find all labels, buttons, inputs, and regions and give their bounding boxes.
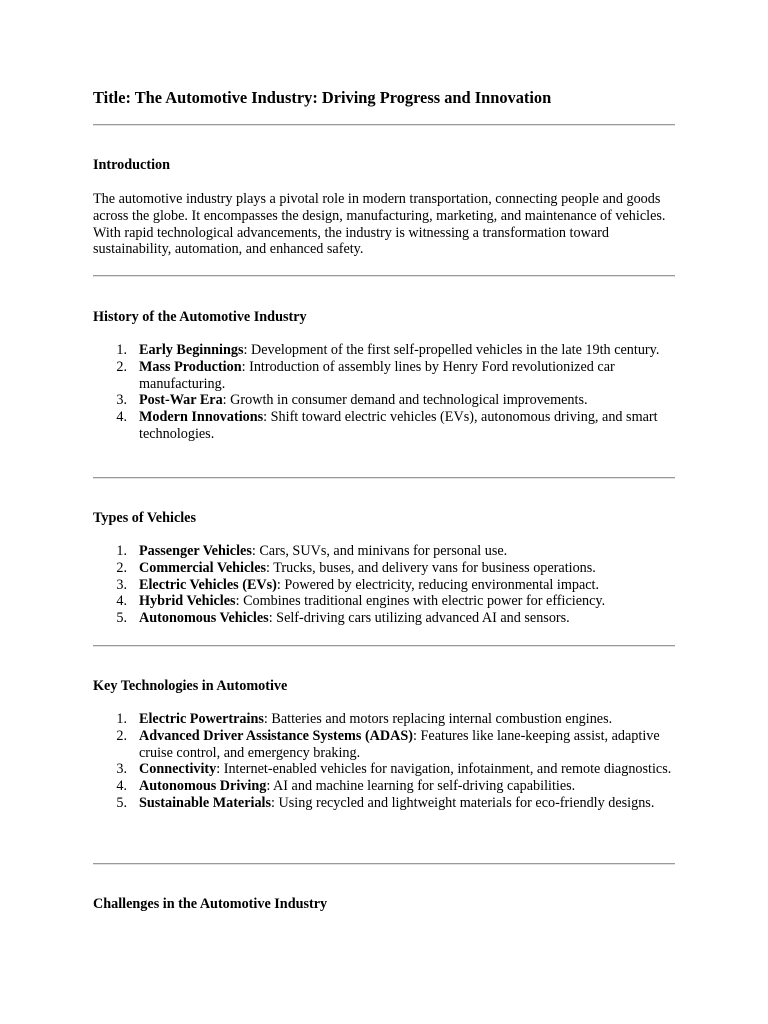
list-item-text: : Growth in consumer demand and technological improvements. — [222, 392, 588, 409]
list-item-term: Advanced Driver Assistance Systems (ADAS) — [139, 727, 414, 744]
list-item — [93, 560, 675, 577]
document-title: Title: The Automotive Industry: Driving Progress and Innovation — [93, 88, 552, 107]
list-item-text: : Introduction of assembly lines by Henry Ford revolutionized car manufacturing. — [139, 358, 615, 392]
list-item — [93, 409, 675, 443]
list-item — [93, 342, 675, 359]
list-item-text: : Combines traditional engines with electric power for efficiency. — [235, 593, 606, 610]
list-item — [93, 593, 675, 610]
list-item — [93, 543, 675, 560]
list-item-number: 2. — [116, 727, 127, 744]
list-item-number: 3. — [116, 761, 127, 778]
horizontal-rule — [93, 863, 675, 865]
list-item — [93, 359, 675, 393]
section-heading-introduction: Introduction — [93, 157, 170, 173]
types-list — [93, 543, 675, 627]
list-item-text: : AI and machine learning for self-driving capabilities. — [266, 778, 576, 795]
list-item-term: Post-War Era — [139, 392, 223, 409]
list-item-text: : Internet-enabled vehicles for navigation, infotainment, and remote diagnostics. — [216, 761, 672, 778]
list-item-term: Sustainable Materials — [139, 794, 272, 811]
list-item-number: 4. — [116, 593, 127, 610]
list-item — [93, 778, 675, 795]
list-item-term: Passenger Vehicles — [139, 543, 252, 559]
list-item-number: 1. — [116, 543, 127, 559]
list-item-text: : Powered by electricity, reducing environmental impact. — [276, 576, 600, 593]
horizontal-rule — [93, 477, 675, 479]
list-item-number: 2. — [116, 559, 127, 576]
list-item-number: 5. — [116, 610, 127, 627]
list-item-text: : Features like lane-keeping assist, adaptive cruise control, and emergency braking. — [139, 727, 660, 761]
list-item-term: Autonomous Driving — [139, 778, 267, 795]
list-item-number: 3. — [116, 576, 127, 593]
horizontal-rule — [93, 275, 675, 277]
history-list — [93, 342, 675, 443]
list-item-number: 2. — [116, 358, 127, 375]
list-item-term: Electric Vehicles (EVs) — [139, 576, 277, 593]
list-item-number: 5. — [116, 794, 127, 811]
list-item-number: 3. — [116, 392, 127, 409]
list-item — [93, 795, 675, 812]
list-item-text: : Shift toward electric vehicles (EVs), autonomous driving, and smart technologies. — [139, 409, 658, 442]
list-item-text: : Cars, SUVs, and minivans for personal use. — [251, 543, 508, 559]
list-item — [93, 392, 675, 409]
list-item-text: : Self-driving cars utilizing advanced AI and sensors. — [268, 610, 570, 627]
list-item-text: : Trucks, buses, and delivery vans for business operations. — [266, 559, 596, 576]
list-item — [93, 577, 675, 594]
list-item-term: Early Beginnings — [139, 342, 244, 358]
horizontal-rule — [93, 645, 675, 647]
section-heading-challenges: Challenges in the Automotive Industry — [93, 896, 328, 912]
list-item — [93, 711, 675, 728]
list-item-term: Mass Production — [139, 358, 242, 375]
list-item-number: 1. — [116, 711, 127, 727]
list-item — [93, 610, 675, 627]
list-item-term: Connectivity — [139, 761, 217, 778]
list-item-term: Autonomous Vehicles — [139, 610, 269, 627]
introduction-paragraph: The automotive industry plays a pivotal role in modern transportation, connecting people and goods across the globe. It encompasses the design, manufacturing, marketing, and maintenance of vehicles. With rapid technological advancements, the industry is witnessing a transformation toward sustainability, automation, and enhanced safety. — [93, 191, 666, 258]
technologies-list — [93, 711, 675, 812]
list-item-term: Modern Innovations — [139, 409, 264, 426]
horizontal-rule — [93, 124, 675, 126]
list-item-number: 4. — [116, 778, 127, 795]
list-item-term: Hybrid Vehicles — [139, 593, 236, 610]
section-heading-technologies: Key Technologies in Automotive — [93, 678, 288, 694]
list-item — [93, 761, 675, 778]
list-item-number: 4. — [116, 409, 127, 426]
section-heading-history: History of the Automotive Industry — [93, 309, 307, 325]
list-item-number: 1. — [116, 342, 127, 358]
list-item-text: : Batteries and motors replacing internal combustion engines. — [263, 711, 613, 727]
list-item-text: : Using recycled and lightweight materials for eco-friendly designs. — [271, 794, 655, 811]
section-heading-types: Types of Vehicles — [93, 510, 196, 526]
list-item-text: : Development of the first self-propelled vehicles in the late 19th century. — [243, 342, 660, 358]
list-item-term: Commercial Vehicles — [139, 559, 267, 576]
list-item — [93, 728, 675, 762]
list-item-term: Electric Powertrains — [139, 711, 264, 727]
